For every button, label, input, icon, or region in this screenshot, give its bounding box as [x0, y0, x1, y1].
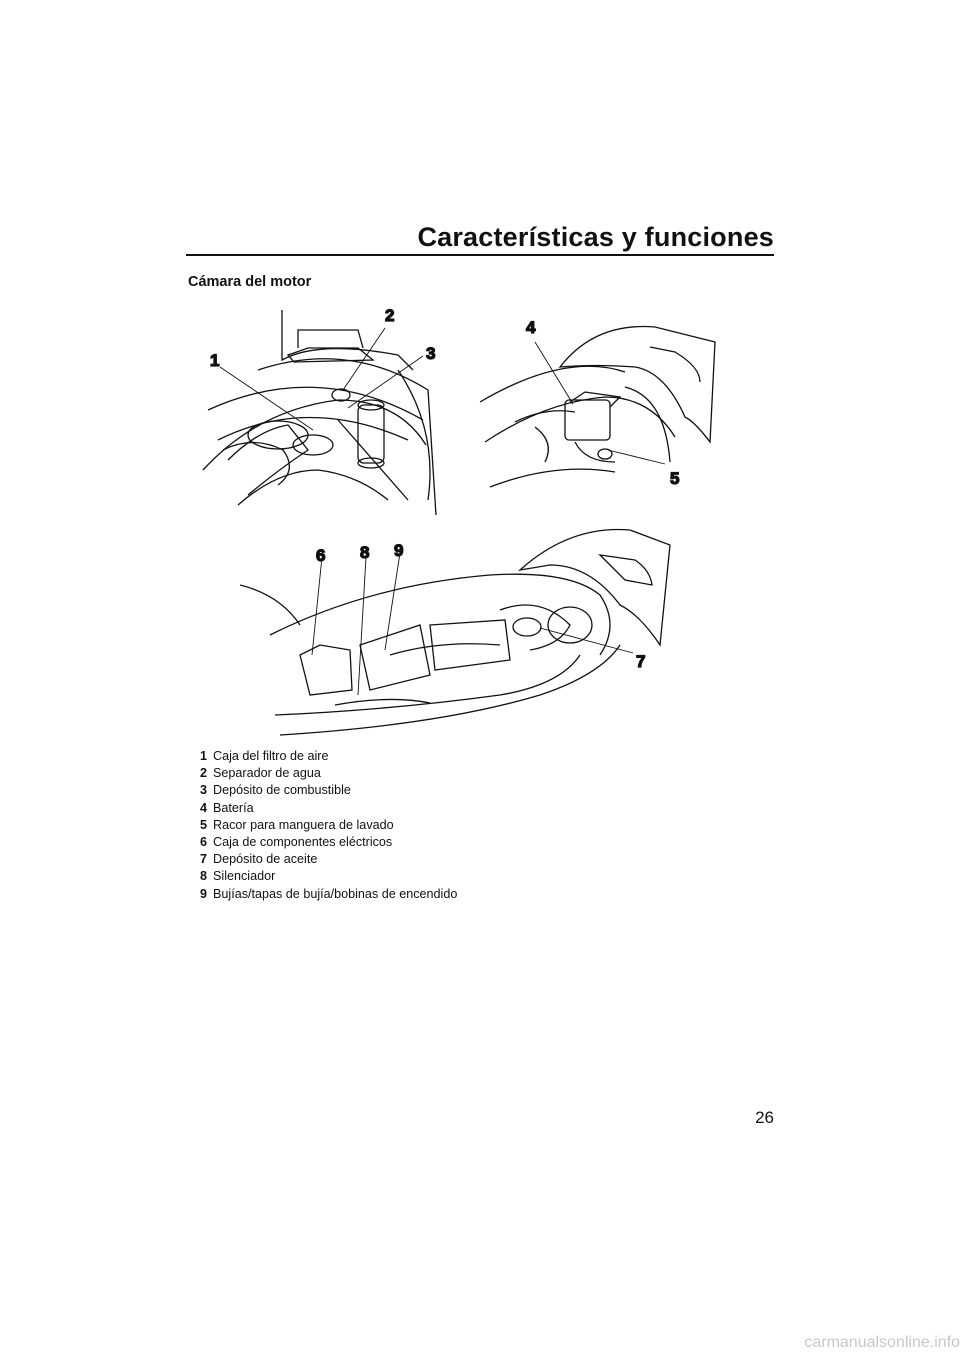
- legend-item: 6 Caja de componentes eléctricos: [200, 834, 393, 849]
- callout-8: 8: [360, 543, 370, 562]
- engine-illustration-full: [240, 525, 680, 745]
- title-rule: [186, 254, 774, 256]
- page-title: Características y funciones: [417, 222, 774, 252]
- callout-1: 1: [210, 351, 220, 370]
- callout-6: 6: [316, 546, 326, 565]
- callout-9: 9: [394, 541, 404, 560]
- engine-illustration-front: [198, 300, 448, 515]
- callout-4: 4: [526, 318, 536, 337]
- legend-item: 5 Racor para manguera de lavado: [200, 817, 394, 832]
- callout-3: 3: [426, 344, 436, 363]
- legend-item: 8 Silenciador: [200, 869, 276, 884]
- parts-legend: [200, 748, 457, 903]
- page-number: 26: [755, 1108, 774, 1127]
- legend-item: 9 Bujías/tapas de bujía/bobinas de encendido: [200, 886, 458, 901]
- section-heading: Cámara del motor: [188, 274, 312, 290]
- legend-item: 4 Batería: [200, 800, 254, 815]
- legend-item: 3 Depósito de combustible: [200, 783, 351, 798]
- legend-item: 2 Separador de agua: [200, 766, 321, 781]
- callout-5: 5: [670, 469, 680, 488]
- engine-illustration-rear: [475, 312, 730, 507]
- callout-2: 2: [385, 306, 395, 325]
- callout-7: 7: [636, 652, 646, 671]
- legend-item: 1 Caja del filtro de aire: [200, 749, 329, 763]
- legend-item: 7 Depósito de aceite: [200, 852, 318, 867]
- watermark[interactable]: carmanualsonline.info: [804, 1334, 960, 1351]
